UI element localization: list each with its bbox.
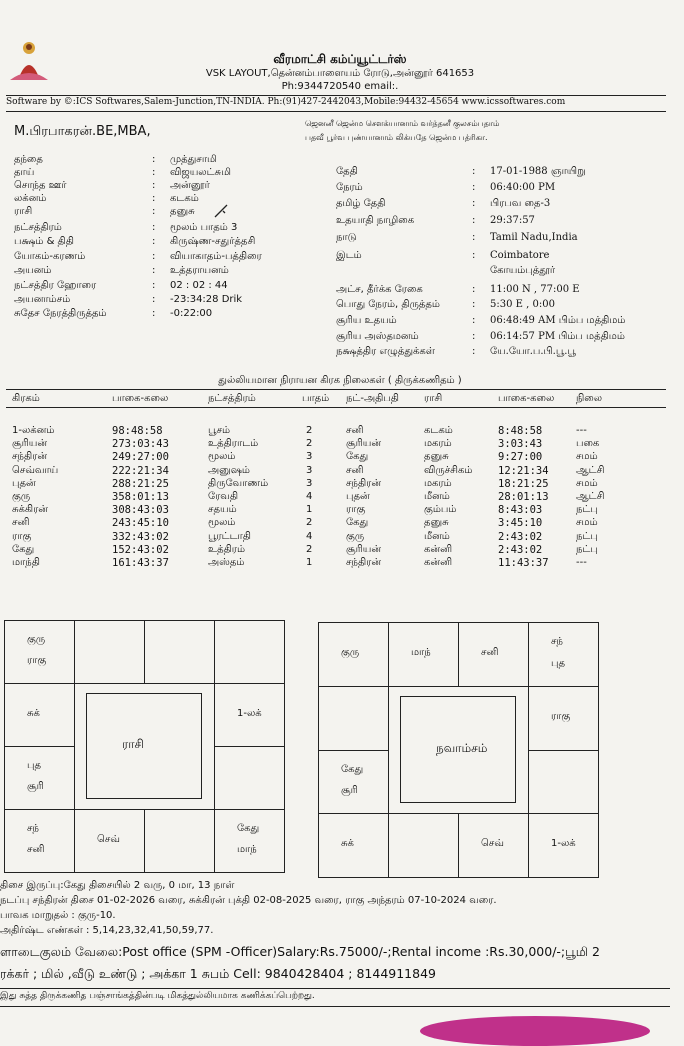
table-cell: சூரியன் — [346, 438, 382, 450]
table-cell: கேது — [346, 517, 369, 529]
table-cell: சூரியன் — [12, 438, 48, 450]
table-cell: 161:43:37 — [112, 557, 169, 569]
chart-planet: சூரி — [341, 785, 358, 796]
table-cell: உத்திராடம் — [208, 438, 259, 450]
column-header: பாகை-கலை — [112, 393, 169, 404]
table-cell: திருவோணம் — [208, 477, 269, 489]
table-cell: நட்பு — [576, 543, 598, 555]
colon: : — [472, 166, 476, 177]
table-cell: குரு — [12, 491, 31, 502]
chart-house — [4, 620, 75, 684]
table-cell: 9:27:00 — [498, 451, 543, 464]
detail-value: பிரபவ தை-3 — [490, 198, 551, 209]
table-cell: கேது — [346, 451, 369, 463]
table-cell: 358:01:13 — [112, 491, 169, 503]
colon: : — [472, 331, 476, 342]
chart-planet: மாந் — [411, 646, 431, 658]
divider — [6, 111, 666, 112]
colon: : — [472, 284, 476, 295]
chart-house — [144, 620, 215, 684]
divider — [6, 95, 666, 96]
chart-house — [214, 746, 285, 810]
table-cell: செவ்வாய் — [12, 464, 59, 476]
table-cell: சந்திரன் — [346, 477, 382, 489]
table-cell: 2:43:02 — [498, 530, 543, 543]
detail-value: 29:37:57 — [490, 215, 535, 226]
table-cell: பகை — [576, 438, 600, 450]
firm-phone: Ph:9344720540 email:. — [281, 81, 399, 92]
detail-value: கடகம் — [170, 193, 199, 204]
chart-house — [144, 809, 215, 873]
table-cell: --- — [576, 425, 587, 436]
decorative-swoosh — [420, 1016, 650, 1046]
table-cell: 4 — [306, 530, 313, 542]
detail-value: 5:30 E , 0:00 — [490, 299, 555, 310]
chart-planet: சனி — [481, 646, 499, 658]
divider — [0, 1006, 670, 1007]
detail-value: முத்துசாமி — [170, 154, 217, 165]
chart-planet: புத — [551, 657, 565, 669]
detail-label: உதயாதி நாழிகை — [336, 215, 415, 226]
detail-label: தந்தை — [14, 154, 43, 165]
firm-address: VSK LAYOUT,தென்னம்பாளையம் ரோடு,அன்னூர் 641653 — [205, 68, 475, 79]
table-cell: 4 — [306, 491, 313, 502]
detail-value: யே.யோ.ப.பி.பூ.பூ — [490, 346, 576, 357]
detail-label: பொது நேரம், திருத்தம் — [336, 299, 440, 310]
table-cell: பூரட்டாதி — [208, 530, 251, 542]
table-cell: 332:43:02 — [112, 530, 169, 543]
table-cell: 288:21:25 — [112, 477, 169, 490]
table-cell: கேது — [12, 543, 35, 555]
detail-value: 17-01-1988 ஞாயிறு — [490, 166, 586, 177]
column-header: நட்சத்திரம் — [208, 393, 256, 404]
table-cell: கன்னி — [424, 543, 453, 555]
table-cell: கன்னி — [424, 557, 453, 568]
detail-label: நக்ஷத்திர எழுத்துக்கள் — [336, 346, 435, 357]
chart-house — [318, 686, 389, 751]
table-cell: பூசம் — [208, 425, 231, 436]
detail-value: -23:34:28 Drik — [170, 294, 243, 305]
current-period: நடப்பு சந்திரன் திசை 01-02-2026 வரை, சுக்கிரன் புக்தி 02-08-2025 வரை, ராகு அந்தரம் 07-10-2024 வரை. — [0, 895, 497, 906]
detail-label: சுதேச நேரத்திருத்தம் — [14, 308, 107, 319]
planet-table-title: துல்லியமான நிராயன கிரக நிலைகள் ( திருக்கணிதம் ) — [218, 375, 462, 386]
table-cell: புதன் — [346, 491, 370, 502]
chart-house — [4, 809, 75, 873]
table-cell: சனி — [346, 425, 364, 436]
table-cell: 11:43:37 — [498, 557, 549, 569]
colon: : — [472, 232, 476, 243]
table-cell: ஆட்சி — [576, 464, 605, 476]
table-cell: 3 — [306, 451, 313, 463]
goddess-logo-icon — [8, 36, 50, 82]
colon: : — [152, 294, 156, 305]
colon: : — [472, 346, 476, 357]
navamsa-chart — [318, 622, 598, 877]
detail-label: அட்ச, தீர்க்க ரேகை — [336, 284, 423, 295]
detail-value: 11:00 N , 77:00 E — [490, 284, 580, 295]
chart-planet: 1-லக் — [237, 707, 262, 719]
colon: : — [472, 315, 476, 326]
colon: : — [472, 182, 476, 193]
divider — [6, 407, 666, 408]
table-cell: கடகம் — [424, 425, 453, 436]
colon: : — [152, 167, 156, 178]
column-header: கிரகம் — [12, 393, 40, 404]
chart-house — [4, 746, 75, 810]
chart-house — [214, 620, 285, 684]
chart-planet: 1-லக் — [551, 838, 576, 850]
chart-house — [318, 750, 389, 815]
colon: : — [152, 222, 156, 233]
table-cell: புதன் — [12, 477, 36, 489]
detail-value: Tamil Nadu,India — [490, 232, 578, 243]
colon: : — [152, 265, 156, 276]
table-cell: நட்பு — [576, 504, 598, 516]
detail-value: 06:40:00 PM — [490, 182, 556, 193]
divider — [0, 988, 670, 989]
table-cell: மீனம் — [424, 530, 450, 542]
table-cell: 1 — [306, 504, 313, 516]
detail-value: 02 : 02 : 44 — [170, 280, 228, 291]
detail-value: கிருஷ்ண-சதுர்த்தசி — [170, 236, 256, 247]
chart-planet: கேது — [237, 823, 260, 834]
table-cell: சனி — [12, 517, 30, 529]
accuracy-note: இது சுத்த திருக்கணித பஞ்சாங்கத்தின்படி மிகத்துல்லியமாக கணிக்கப்பெற்றது. — [0, 991, 315, 1001]
chart-title: நவாம்சம் — [436, 740, 488, 755]
colon: : — [472, 215, 476, 226]
chart-planet: புத — [27, 760, 41, 771]
table-cell: --- — [576, 557, 587, 568]
table-cell: மூலம் — [208, 517, 236, 529]
chart-house — [528, 622, 599, 687]
table-cell: மகரம் — [424, 477, 452, 489]
detail-value: விஜயலட்சுமி — [170, 167, 231, 178]
colon: : — [152, 236, 156, 247]
sanskrit-phrase: பதவீ பூர்வ புண்யானாம் லிக்யதே ஜென்ம பத்ரிகா. — [305, 133, 488, 142]
detail-label: தமிழ் தேதி — [336, 198, 386, 209]
table-cell: 2:43:02 — [498, 543, 543, 556]
bhava-change: பாவக மாறுதல் : குரு-10. — [0, 910, 116, 921]
table-cell: 8:43:03 — [498, 504, 543, 517]
divider — [6, 389, 666, 390]
detail-label: நட்சத்திரம் — [14, 222, 62, 233]
table-cell: சமம் — [576, 517, 598, 529]
colon: : — [152, 180, 156, 191]
table-cell: ஆட்சி — [576, 491, 605, 502]
table-cell: மீனம் — [424, 491, 450, 502]
table-cell: சதயம் — [208, 504, 237, 516]
table-cell: 3 — [306, 464, 313, 476]
table-cell: விருச்சிகம் — [424, 464, 473, 476]
family-info: ளாடைகுலம் வேலை:Post office (SPM -Officer)Salary:Rs.75000/-;Rental income :Rs.30,000/-;பூமி 2 — [0, 944, 600, 959]
table-cell: 1-லக்னம் — [12, 425, 55, 436]
table-cell: சந்திரன் — [346, 557, 382, 568]
table-cell: 308:43:03 — [112, 504, 169, 517]
person-name: M.பிரபாகரன்.BE,MBA, — [14, 124, 151, 139]
colon: : — [152, 280, 156, 291]
colon: : — [152, 154, 156, 165]
table-cell: சமம் — [576, 451, 598, 463]
chart-house — [388, 813, 459, 878]
table-cell: 273:03:43 — [112, 438, 169, 451]
table-cell: சுக்கிரன் — [12, 504, 48, 516]
table-cell: 243:45:10 — [112, 517, 169, 530]
chart-planet: சந் — [27, 823, 39, 834]
chart-house — [528, 750, 599, 815]
table-cell: மாந்தி — [12, 557, 40, 568]
table-cell: 222:21:34 — [112, 464, 169, 477]
colon: : — [152, 251, 156, 262]
contact-info: ரக்கர் ; மில் ,வீடு உண்டு ; அக்கா 1 சுபம் Cell: 9840428404 ; 8144911849 — [0, 966, 436, 981]
column-header: ராசி — [424, 393, 443, 404]
chart-planet: செவ் — [97, 833, 120, 845]
detail-label: நேரம் — [336, 182, 363, 193]
table-cell: 152:43:02 — [112, 543, 169, 556]
detail-label: நட்சத்திர ஹோரை — [14, 280, 97, 291]
chart-title: ராசி — [122, 737, 144, 751]
table-cell: 2 — [306, 517, 313, 529]
detail-value: Coimbatore — [490, 250, 550, 261]
table-cell: நட்பு — [576, 530, 598, 542]
firm-name: வீரமாட்சி கம்ப்யூட்டர்ஸ் — [273, 52, 407, 66]
detail-label: தேதி — [336, 166, 358, 177]
table-cell: மூலம் — [208, 451, 236, 463]
table-cell: கும்பம் — [424, 504, 457, 516]
table-cell: சூரியன் — [346, 543, 382, 555]
table-cell: உத்திரம் — [208, 543, 245, 555]
column-header: நிலை — [576, 393, 603, 404]
table-cell: சமம் — [576, 477, 598, 489]
colon: : — [152, 206, 156, 217]
table-cell: மகரம் — [424, 438, 452, 450]
colon: : — [472, 198, 476, 209]
detail-value: கோயம்புத்தூர் — [490, 265, 556, 276]
table-cell: 8:48:58 — [498, 425, 543, 437]
table-cell: சனி — [346, 464, 364, 476]
column-header: பாகை-கலை — [498, 393, 555, 404]
column-header: நட்-அதிபதி — [346, 393, 399, 404]
sanskrit-phrase: ஜெனனீ ஜென்ம சௌக்யானாம் வர்த்தனீ குலசம்பதாம் — [305, 119, 500, 128]
table-cell: அஸ்தம் — [208, 557, 245, 568]
lucky-numbers: அதிர்ஷ்ட எண்கள் : 5,14,23,32,41,50,59,77. — [0, 925, 214, 936]
detail-label: தாய் — [14, 167, 35, 178]
detail-label: அயனம் — [14, 265, 52, 276]
colon: : — [152, 308, 156, 319]
detail-label: லக்னம் — [14, 193, 47, 204]
chart-planet: கேது — [341, 763, 364, 775]
detail-label: அயனாம்சம் — [14, 294, 71, 305]
table-cell: சந்திரன் — [12, 451, 48, 463]
detail-value: 06:48:49 AM பிம்ப மத்திமம் — [490, 315, 626, 326]
table-cell: 2 — [306, 425, 313, 436]
detail-label: சூரிய உதயம் — [336, 315, 397, 326]
chart-planet: சந் — [551, 636, 563, 648]
detail-value: வியாகாதம்-பத்திரை — [170, 251, 262, 262]
colon: : — [152, 193, 156, 204]
chart-planet: சனி — [27, 844, 45, 855]
table-cell: 3:45:10 — [498, 517, 543, 530]
detail-label: சொந்த ஊர் — [14, 180, 67, 191]
table-cell: 98:48:58 — [112, 425, 163, 437]
chart-planet: சூரி — [27, 781, 44, 792]
colon: : — [472, 250, 476, 261]
table-cell: தனுசு — [424, 517, 449, 529]
detail-label: இடம் — [336, 250, 362, 261]
table-cell: 2 — [306, 543, 313, 555]
column-header: பாதம் — [302, 393, 330, 404]
table-cell: ரேவதி — [208, 491, 239, 502]
table-cell: ராகு — [346, 504, 366, 516]
rasi-chart — [4, 620, 284, 872]
chart-planet: குரு — [341, 646, 360, 658]
detail-value: தனுசு — [170, 206, 195, 217]
table-cell: 3:03:43 — [498, 438, 543, 451]
detail-label: பக்ஷம் & திதி — [14, 236, 74, 247]
chart-planet: மாந் — [237, 844, 257, 855]
pen-mark-icon — [213, 203, 229, 219]
table-cell: 2 — [306, 438, 313, 450]
detail-value: -0:22:00 — [170, 308, 213, 319]
dasa-balance: திசை இருப்பு:கேது திசையில் 2 வரு, 0 மா, 13 நாள் — [0, 880, 235, 891]
chart-planet: ராகு — [551, 710, 571, 722]
software-credit: Software by ©:ICS Softwares,Salem-Junction,TN-INDIA. Ph:(91)427-2442043,Mobile:94432-45654 www.icssoftwares.com — [6, 97, 566, 107]
table-cell: 249:27:00 — [112, 451, 169, 464]
detail-label: நாடு — [336, 232, 357, 243]
detail-label: ராசி — [14, 206, 33, 217]
chart-planet: சுக் — [27, 707, 40, 719]
table-cell: 3 — [306, 477, 313, 489]
table-cell: 1 — [306, 557, 313, 568]
detail-value: உத்தராயனம் — [170, 265, 229, 276]
table-cell: 28:01:13 — [498, 491, 549, 503]
detail-value: மூலம் பாதம் 3 — [170, 222, 238, 233]
chart-center-box — [86, 693, 202, 799]
chart-house — [74, 620, 145, 684]
chart-planet: ராகு — [27, 655, 47, 666]
table-cell: குரு — [346, 530, 365, 542]
detail-value: அன்னூர் — [170, 180, 210, 191]
chart-planet: செவ் — [481, 838, 504, 850]
table-cell: ராகு — [12, 530, 32, 542]
colon: : — [472, 299, 476, 310]
chart-planet: குரு — [27, 634, 46, 645]
table-cell: 18:21:25 — [498, 477, 549, 490]
detail-value: 06:14:57 PM பிம்ப மத்திமம் — [490, 331, 625, 342]
chart-house — [214, 809, 285, 873]
detail-label: யோகம்-கரணம் — [14, 251, 86, 262]
chart-planet: சுக் — [341, 838, 354, 850]
detail-label: சூரிய அஸ்தமனம் — [336, 331, 419, 342]
table-cell: அனுஷம் — [208, 464, 250, 476]
table-cell: தனுசு — [424, 451, 449, 463]
table-cell: 12:21:34 — [498, 464, 549, 477]
